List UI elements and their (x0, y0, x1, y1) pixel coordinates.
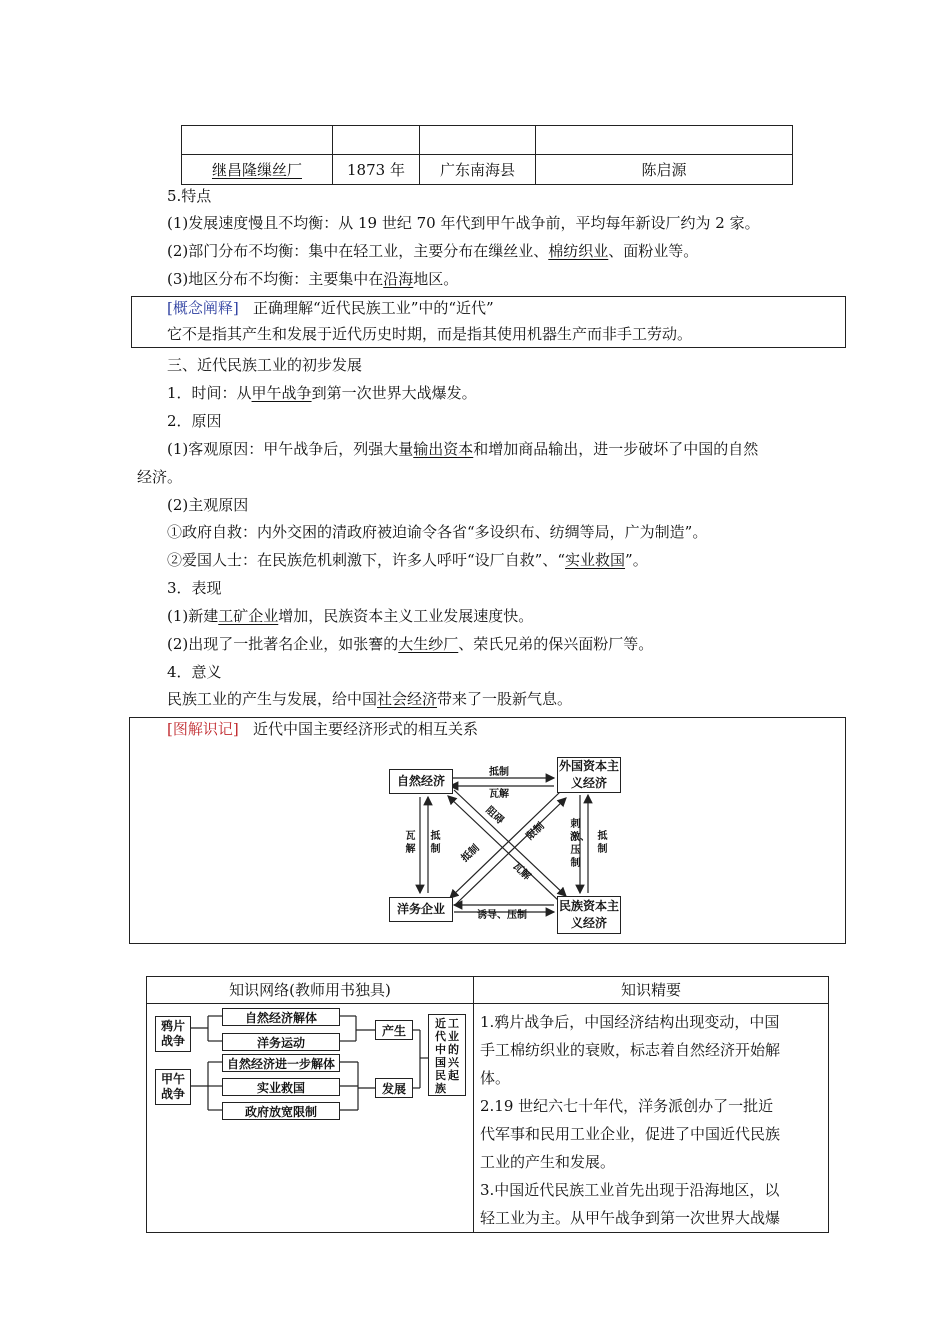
summary-line: 代军事和民用工业企业，促进了中国近代民族 (480, 1125, 781, 1143)
network-item-box: 实业救国 (222, 1078, 340, 1096)
factory-table (181, 125, 793, 185)
network-item-box: 政府放宽限制 (222, 1102, 340, 1120)
diagram-label: 诱导、压制 (477, 910, 527, 921)
diagram-label: 抵制 (489, 767, 509, 778)
jiawu-war-box: 甲午战争 (155, 1069, 191, 1105)
paragraph: (2)主观原因 (167, 496, 249, 514)
paragraph: 民族工业的产生与发展，给中国社会经济带来了一股新气息。 (167, 690, 573, 708)
paragraph: 1．时间：从甲午战争到第一次世界大战爆发。 (167, 384, 477, 402)
table-header: 知识网络(教师用书独具) (147, 977, 474, 1004)
paragraph: (1)客观原因：甲午战争后，列强大量输出资本和增加商品输出，进一步破坏了中国的自然 (167, 440, 759, 458)
node-natural-economy: 自然经济 (389, 769, 453, 794)
develop-box: 发展 (375, 1078, 413, 1098)
network-item-box: 自然经济解体 (222, 1008, 340, 1026)
section-title: 三、近代民族工业的初步发展 (167, 356, 363, 374)
node-yangwu-enterprise: 洋务企业 (389, 897, 453, 922)
summary-cell (474, 1004, 829, 1233)
diagram-label: 瓦解 (510, 860, 533, 883)
paragraph: (2)出现了一批著名企业，如张謇的大生纱厂、荣氏兄弟的保兴面粉厂等。 (167, 635, 654, 653)
node-national-capitalism: 民族资本主义经济 (557, 896, 621, 934)
table-cell: 1873 年 (333, 155, 420, 185)
industry-rise-box (428, 1014, 466, 1096)
paragraph: (1)新建工矿企业增加，民族资本主义工业发展速度快。 (167, 607, 534, 625)
table-cell (333, 126, 420, 155)
subsection-title: 4．意义 (167, 663, 222, 681)
summary-line: 2.19 世纪六七十年代，洋务派创办了一批近 (480, 1097, 774, 1115)
diagram-label: 抵制 (597, 831, 608, 855)
diagram-label: 阻碍 (483, 804, 506, 827)
section-title: 5.特点 (167, 187, 212, 205)
summary-line: 3.中国近代民族工业首先出现于沿海地区，以 (480, 1181, 780, 1199)
diagram-label: 刺激、压制 (570, 819, 590, 869)
diagram-label: 抵制 (459, 842, 482, 865)
big-box-text: 工业的兴起 (448, 1017, 459, 1082)
paragraph: ②爱国人士：在民族危机刺激下，许多人呼吁“设厂自救”、“实业救国”。 (167, 551, 648, 569)
table-cell (182, 126, 333, 155)
concept-text: 它不是指其产生和发展于近代历史时期，而是指其使用机器生产而非手工劳动。 (167, 325, 693, 343)
diagram-heading: [图解识记] 近代中国主要经济形式的相互关系 (167, 720, 479, 738)
opium-war-box: 鸦片战争 (155, 1016, 191, 1052)
network-item-box: 自然经济进一步解体 (222, 1054, 340, 1072)
diagram-label: 限制 (524, 820, 547, 843)
concept-heading: [概念阐释] 正确理解“近代民族工业”中的“近代” (167, 299, 494, 317)
node-foreign-capitalism: 外国资本主义经济 (557, 757, 621, 793)
subsection-title: 2．原因 (167, 412, 222, 430)
summary-line: 1.鸦片战争后，中国经济结构出现变动，中国 (480, 1013, 780, 1031)
table-cell (536, 126, 793, 155)
emerge-box: 产生 (375, 1020, 413, 1040)
feature-item: (2)部门分布不均衡：集中在轻工业，主要分布在缫丝业、棉纺织业、面粉业等。 (167, 242, 699, 260)
summary-line: 工业的产生和发展。 (480, 1153, 616, 1171)
table-header: 知识精要 (474, 977, 829, 1004)
network-item-box: 洋务运动 (222, 1033, 340, 1051)
table-cell: 广东南海县 (420, 155, 536, 185)
feature-item: (3)地区分布不均衡：主要集中在沿海地区。 (167, 270, 459, 288)
summary-line: 手工棉纺织业的衰败，标志着自然经济开始解 (480, 1041, 781, 1059)
big-box-text: 近代中国民族 (435, 1017, 446, 1095)
summary-line: 体。 (480, 1069, 511, 1087)
table-cell (420, 126, 536, 155)
diagram-label: 抵制 (430, 831, 441, 855)
summary-line: 轻工业为主。从甲午战争到第一次世界大战爆 (480, 1209, 781, 1227)
paragraph: 经济。 (137, 468, 183, 486)
diagram-label: 瓦解 (405, 831, 416, 855)
paragraph: ①政府自救：内外交困的清政府被迫谕令各省“多设织布、纺绸等局，广为制造”。 (167, 523, 708, 541)
feature-item: (1)发展速度慢且不均衡：从 19 世纪 70 年代到甲午战争前，平均每年新设厂约为 2 家。 (167, 214, 760, 232)
subsection-title: 3．表现 (167, 579, 222, 597)
diagram-label: 瓦解 (489, 789, 509, 800)
table-cell: 继昌隆缫丝厂 (182, 155, 333, 185)
table-cell: 陈启源 (536, 155, 793, 185)
